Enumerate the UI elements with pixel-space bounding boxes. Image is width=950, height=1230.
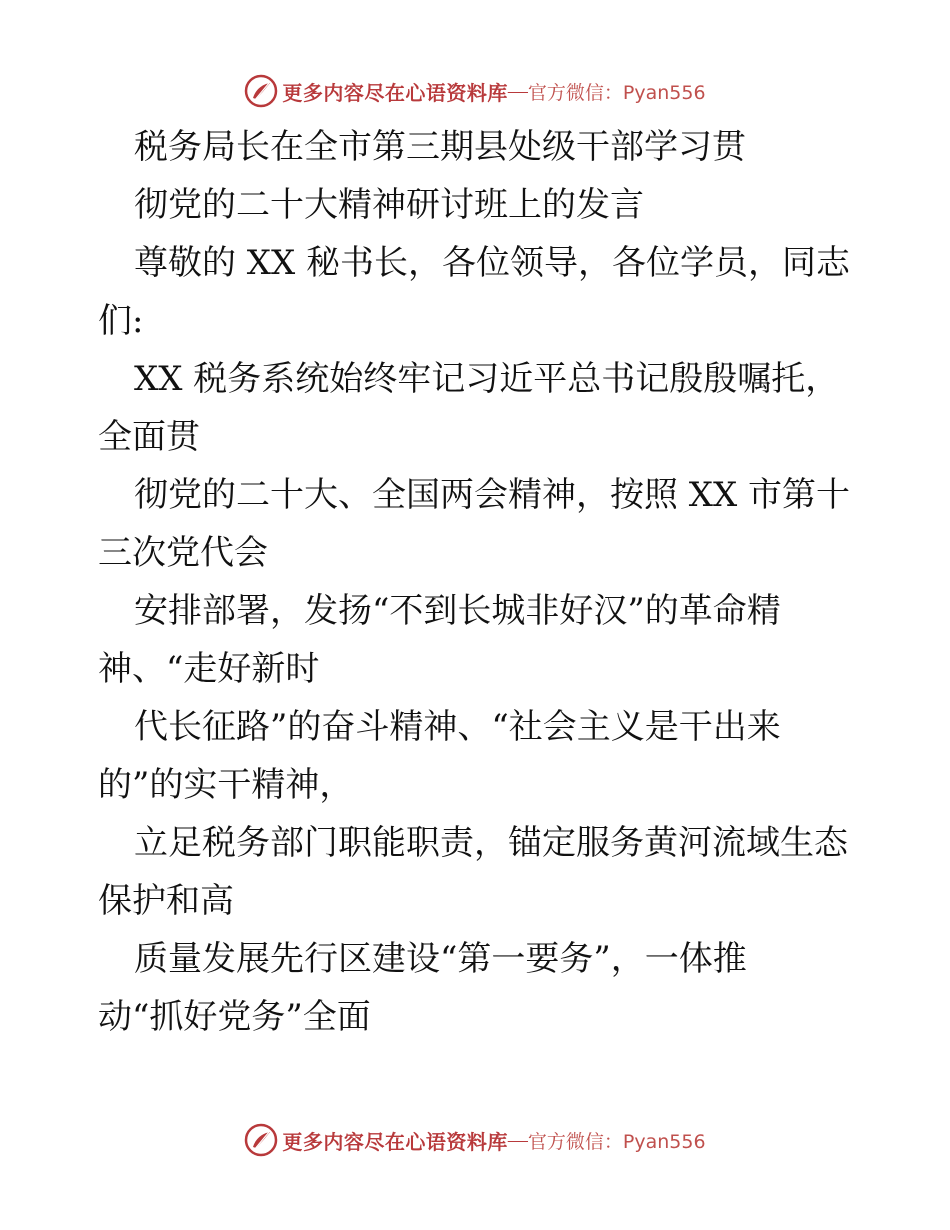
red-seal-logo-icon — [244, 74, 278, 108]
document-line: 神、“走好新时 — [98, 649, 320, 689]
red-seal-logo-icon — [244, 1123, 278, 1157]
document-line: 动“抓好党务”全面 — [98, 997, 371, 1037]
document-line: 立足税务部门职能职责，锚定服务黄河流域生态 — [134, 823, 848, 863]
header-banner — [0, 71, 950, 111]
banner-title: 更多内容尽在心语资料库 — [282, 80, 508, 105]
document-line: XX 税务系统始终牢记习近平总书记殷殷嘱托， — [134, 359, 840, 399]
document-line: 全面贯 — [98, 417, 200, 457]
banner-dash: — — [507, 1128, 528, 1151]
document-line: 彻党的二十大精神研讨班上的发言 — [134, 185, 644, 225]
document-body — [98, 118, 858, 1046]
document-line: 们: — [98, 301, 144, 341]
footer-banner — [0, 1120, 950, 1160]
document-line: 的”的实干精神， — [98, 765, 354, 805]
banner-contact: 官方微信：Pyan556 — [527, 81, 706, 104]
document-line: 尊敬的 XX 秘书长，各位领导，各位学员，同志 — [134, 243, 851, 283]
banner-title: 更多内容尽在心语资料库 — [282, 1129, 508, 1154]
document-line: 彻党的二十大、全国两会精神，按照 XX 市第十 — [134, 475, 851, 515]
banner-contact: 官方微信：Pyan556 — [527, 1130, 706, 1153]
document-line: 税务局长在全市第三期县处级干部学习贯 — [134, 127, 746, 167]
document-line: 质量发展先行区建设“第一要务”，一体推 — [134, 939, 747, 979]
document-line: 保护和高 — [98, 881, 234, 921]
document-line: 三次党代会 — [98, 533, 268, 573]
document-line: 安排部署，发扬“不到长城非好汉”的革命精 — [134, 591, 781, 631]
document-line: 代长征路”的奋斗精神、“社会主义是干出来 — [134, 707, 781, 747]
banner-dash: — — [507, 79, 528, 102]
